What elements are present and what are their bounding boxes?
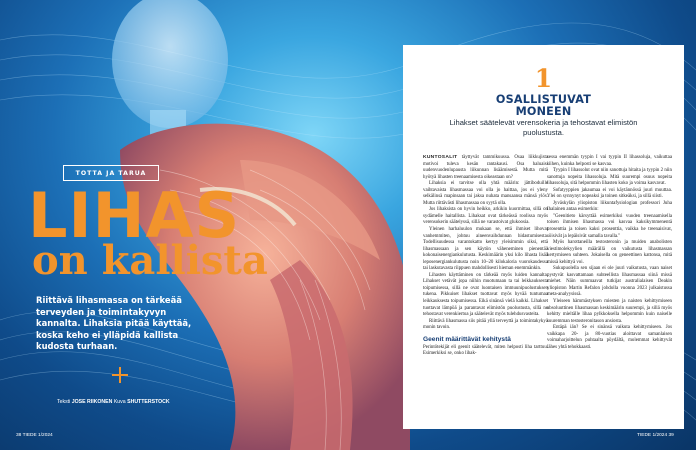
section-tag: TOTTA JA TARUA (63, 165, 159, 181)
paragraph-text: Myös harottaneilla testosteronin ja muiden anabolisten viestimolekyylien määrällä on vaikutusta lihasmassan kertymiseen suhteen. Jokaisella on geneettinen kattonsa, mitä missä kehittyä voi. (547, 240, 672, 265)
photo-credit (57, 399, 170, 405)
paragraph-text: Perintötekijät eli geenit säätelevät, miten helposti liha tarttuu. Esimerkiksi se, onko lihak- (423, 344, 548, 357)
section-title-line1: OSALLISTUVAT (495, 93, 592, 106)
credit-photo: SHUTTERSTOCK (127, 399, 170, 405)
article-lead: Riittävä lihasmassa on tärkeää terveyden ja toimintakyvyn kannalta. Lihaksia pitää käyttää, koska keho ei ylläpidä kallista kudosta turhaan. (36, 295, 192, 352)
body-paragraph (547, 325, 672, 351)
body-paragraph (547, 201, 672, 214)
body-paragraph (547, 188, 672, 201)
paragraph-text: Lihasten käyttäminen on tärkeää myös luiden kannalta. Lihakset vetävät jopa niihin muotumaan ta tai leikkauksesta toipumisessa, sillä ne ovat luontaisen immuunipuolustuksen tukena. Pikkuiset lihakset tuottavat myös hyvää tuntumaa leikkauksesta toipumisessa. Eikä sinänsä vielä kaikki. Lihakset tuottavat lämpöä ja parantavat elimistön puolustusta, sillä ne tehostavat verenkiertoa ja säätelevät myös tulehdusvasteita. (423, 272, 548, 318)
paragraph-text: Riittävä lihasmassa siis pitää yllä terveyttä ja toimintakykyä monin tavoin. (423, 318, 548, 331)
page-folio-left: 38 TIEDE 1/2024 (16, 433, 53, 438)
paragraph-text: Entäpä iän? Se ei sinänsä vaikuta kehittymiseen. Jos vaikkapa 20- ja 80-vuotias aloittavat samanlaisen voimaharjoittelun puhtaalta pöydältä, molemmat kehittyvät lähes yhtä tehokkaasti. (547, 325, 672, 350)
body-column-1 (423, 155, 548, 358)
article-panel (403, 45, 684, 429)
body-paragraph (547, 155, 672, 168)
paragraph-text: Jos lihaksista on hyvin heikko, arkikin kuormittaa, sillä on sydämelle haitallista. Lihaksat ovat tärkeässä roolissa myös verensokerin säätelyssä, sillä ne varastoivat glukoosia. (423, 207, 548, 226)
paragraph-text: Sukupuolella sen sijaan ei ole juuri vaikutusta, vaan naiset pystyvät kasvattamaan suhteellista lihasmassaa siinä missä miehet. Näin summaavat tutkijat australialaisen Deakin yliopiston Martin Refalon johdolla vuonna 2023 julkaistussa meta-analyysissä. (547, 266, 672, 298)
body-paragraph (423, 227, 548, 273)
paragraph-text: Tyypin I lihassolut ovat niin sanottuja hitaita ja tyypin 2 niin sanottuja nopeita lihassoluja. Mitä suurempi osuus nopeita lihassoluja, sitä helpommin lihasten koko ja voima kasvavat. (547, 168, 672, 187)
section-deck: Lihakset säätelevät verensokeria ja tehostavat elimistön puolustusta. (449, 118, 638, 137)
body-paragraph (547, 266, 672, 299)
paragraph-text: sessa enemmän tyypin I vai tyypin II lihassoluja, vaikuttaa siihen, kuinka helposti se kasvaa. (547, 155, 672, 167)
body-paragraph (423, 181, 548, 207)
body-paragraph (423, 207, 548, 227)
body-paragraph (547, 240, 672, 266)
page-folio-right: TIEDE 1/2024 39 (637, 433, 674, 438)
paragraph-text: "Geenitieto kärsyttää esimerkiksi vuoden treenaamisella toisen ihmisen lihasmassa voi kasvaa kaksikymmenentä prosenttia ja toisen kaksi prosenttia, vaikka he treenaisivat, söisivät ja lepäisivät samalla tavalla." (547, 213, 672, 239)
paragraph-text: Yleinen harhaluulon mukaan se, että ihmiset lihovat vanhemmiten, johtuu aineenvaihdunnan hidastumisesta. Todellisuudessa varantokatto kertyy yleisimmin siksi, että lihasmassaan ja sen käytön väheneminen pienentää kokonaisenergiankulutusta. Keskimäärin yksi kilo lihasta lisää leposenergiankulutusta noin 10–20 kilokaloria vuorokaudessa tai laskutavasta riippuen mahdollisesti hieman enemmänkin. (423, 227, 548, 272)
body-paragraph (547, 168, 672, 188)
section-number: 1 (534, 64, 553, 93)
article-subtitle: on kallista (32, 237, 268, 284)
body-paragraph (423, 345, 548, 358)
plus-icon (112, 367, 128, 383)
credit-photo-label: Kuva (113, 399, 126, 405)
article-title: LIHAS (28, 179, 241, 252)
paragraph-text: Yleiseen hämmästyksen miesten ja naisten kehittymiseen absoluuttinen lihasmassan keskimäärin suurempi, ja sillä myös kehitty mieltälle lihaa pylkkoksella helpommin kuin naiselle suuremman testosteronitason ansiosta. (547, 299, 672, 324)
paragraph-kicker: KUNTOSALIT (423, 155, 458, 160)
paragraph-text: Lihaksia ei tarvitse olla yhtä määrin: jättiboduille vaihtavaista lihasmassaa voi olla jo haittaa, jos ei yleny selkälinsä mapinsaan tai jaksa nuhata mansaansa mänsä ylös. Mutta riittävästi lihasmassaa on syytä olla. (423, 181, 548, 206)
body-paragraph (547, 214, 672, 240)
section-title-line2: MONEEN (515, 105, 572, 119)
body-paragraph (423, 319, 548, 332)
body-subhead: Geenit määrittävät kehitystä (423, 335, 511, 343)
paragraph-text: Sofatyyppien jakaumaa ei voi käytännössä juuri muuttaa. Ylei on synnynyt nopeaksi ja toinen sitkeäksi, ja sillä siisti. (547, 187, 672, 200)
credit-text-label: Teksti (57, 399, 71, 405)
body-column-2 (547, 155, 672, 351)
body-paragraph (547, 299, 672, 325)
paragraph-text: täyttyvät tammikuussa. Osaa liikkujista motivoi tuleva kesän rantakausi. Osa haluaisi uudenvuodenlupausta liikunnan lisäämisestä. Mutta mitä hyötyä lihasten treenaamisesta oikeastaan on? (423, 155, 548, 180)
credit-author: JOSE RIIKONEN (71, 399, 113, 405)
paragraph-text: Jyväskylän yliopiston liikuntafysiologian professori Juha Ihalainen antaa esimerkin: (547, 200, 672, 213)
section-title (403, 94, 684, 119)
body-paragraph (423, 273, 548, 319)
body-paragraph (423, 155, 548, 181)
